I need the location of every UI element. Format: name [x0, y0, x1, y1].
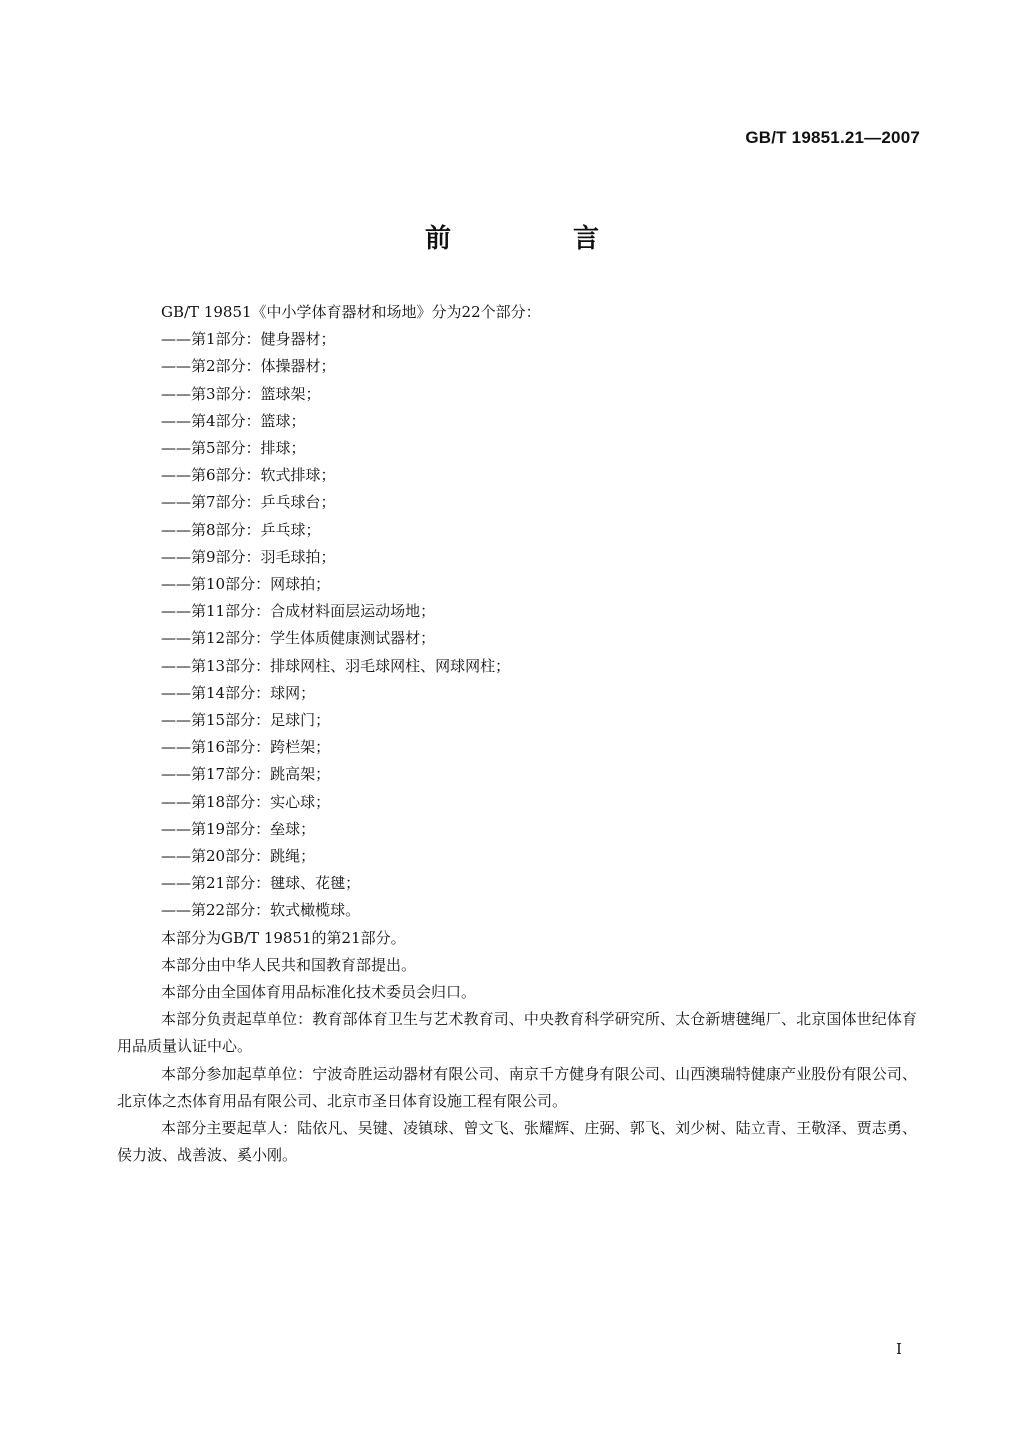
document-code: GB/T 19851.21—2007	[745, 128, 920, 147]
list-item: ——第17部分：跳高架；	[161, 765, 331, 784]
list-item: ——第16部分：跨栏架；	[161, 738, 331, 757]
list-item: ——第7部分：乒乓球台；	[161, 493, 336, 512]
list-item: ——第15部分：足球门；	[161, 711, 331, 730]
paragraph-proposed-by: 本部分由中华人民共和国教育部提出。	[161, 955, 417, 974]
page-title: 前 言	[424, 224, 647, 254]
list-item: ——第22部分：软式橄榄球。	[161, 901, 361, 920]
list-item: ——第21部分：毽球、花毽；	[161, 874, 361, 893]
paragraph-centralized-by: 本部分由全国体育用品标准化技术委员会归口。	[161, 983, 477, 1002]
list-item: ——第14部分：球网；	[161, 683, 316, 702]
list-item: ——第13部分：排球网柱、羽毛球网柱、网球网柱；	[161, 656, 511, 675]
list-item: ——第12部分：学生体质健康测试器材；	[161, 629, 436, 648]
list-item: ——第19部分：垒球；	[161, 819, 316, 838]
list-item: ——第11部分：合成材料面层运动场地；	[161, 602, 436, 621]
paragraph-drafting-units: 本部分负责起草单位：教育部体育卫生与艺术教育司、中央教育科学研究所、太仓新塘毽绳厂、北京国体世纪体育用品质量认证中心。	[117, 1010, 917, 1056]
document-body	[117, 299, 917, 1170]
list-item: ——第2部分：体操器材；	[161, 357, 336, 376]
list-item: ——第18部分：实心球；	[161, 792, 331, 811]
list-item: ——第9部分：羽毛球拍；	[161, 547, 336, 566]
list-item: ——第4部分：篮球；	[161, 411, 306, 430]
list-item: ——第20部分：跳绳；	[161, 847, 316, 866]
list-item: ——第8部分：乒乓球；	[161, 520, 321, 539]
paragraph-participating-units: 本部分参加起草单位：宁波奇胜运动器材有限公司、南京千方健身有限公司、山西澳瑞特健康产业股份有限公司、北京体之杰体育用品有限公司、北京市圣日体育设施工程有限公司。	[117, 1064, 917, 1110]
list-item: ——第10部分：网球拍；	[161, 575, 331, 594]
paragraph-drafters: 本部分主要起草人：陆依凡、吴键、凌镇球、曾文飞、张耀辉、庄弼、郭飞、刘少树、陆立青、王敬泽、贾志勇、侯力波、战善波、奚小刚。	[117, 1119, 917, 1165]
list-item: ——第3部分：篮球架；	[161, 384, 321, 403]
parts-list	[117, 326, 917, 924]
list-item: ——第1部分：健身器材；	[161, 330, 336, 349]
list-item: ——第6部分：软式排球；	[161, 466, 336, 485]
intro-line: GB/T 19851《中小学体育器材和场地》分为22个部分：	[161, 303, 541, 321]
paragraph-part-number: 本部分为GB/T 19851的第21部分。	[161, 928, 406, 947]
list-item: ——第5部分：排球；	[161, 439, 306, 458]
page-number: I	[896, 1340, 902, 1358]
